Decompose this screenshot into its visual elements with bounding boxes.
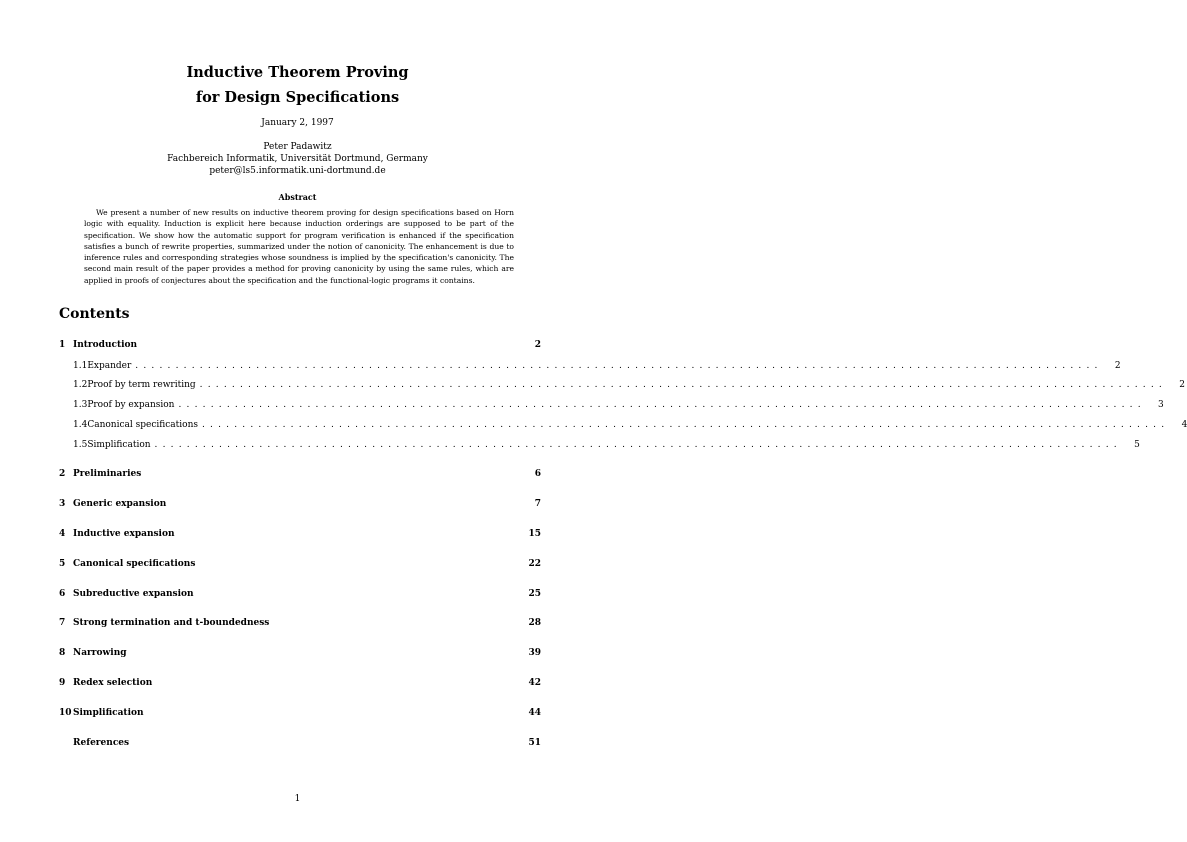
toc-entry-label: Redex selection	[73, 678, 153, 688]
toc-entry[interactable]	[59, 380, 1185, 392]
toc-entry-page: 2	[1179, 380, 1185, 390]
toc-entry[interactable]	[59, 708, 541, 720]
toc-entry-page: 3	[1158, 400, 1164, 410]
toc-entry-number: 1.4	[73, 420, 88, 430]
toc-entry-label: Simplification	[73, 708, 144, 718]
toc-leader-dots: ........................................................................................................................	[178, 400, 1146, 410]
toc-entry-number: 7	[59, 618, 66, 628]
toc-entry-page: 4	[1181, 420, 1187, 430]
paper-title-line-2: for Design Specifications	[195, 89, 400, 106]
toc-entry-number: 1	[59, 340, 66, 350]
toc-leader-dots: ........................................................................................................................	[201, 420, 1170, 430]
paper-affiliation: Fachbereich Informatik, Universität Dortmund, Germany	[167, 154, 428, 164]
toc-entry-page: 28	[528, 618, 541, 628]
abstract-heading: Abstract	[278, 192, 317, 202]
toc-leader-dots: ........................................................................................................................	[154, 440, 1122, 450]
toc-entry[interactable]	[59, 499, 541, 511]
toc-entry[interactable]	[59, 589, 541, 601]
toc-entry-label: Canonical specifications	[73, 559, 196, 569]
toc-entry-page: 39	[528, 648, 541, 658]
toc-entry-page: 22	[528, 559, 541, 569]
toc-entry[interactable]	[59, 559, 541, 571]
toc-entry-label: Canonical specifications	[87, 420, 198, 430]
toc-entry-page: 6	[534, 469, 541, 479]
toc-entry-page: 25	[528, 589, 541, 599]
toc-entry-page: 44	[528, 708, 541, 718]
toc-entry-number: 1.5	[73, 440, 88, 450]
toc-entry-page: 42	[528, 678, 541, 688]
toc-entry-page: 51	[528, 738, 541, 748]
toc-entry-label: Generic expansion	[73, 499, 167, 509]
abstract-text: We present a number of new results on inductive theorem proving for design specifications based on Horn logic with equality. Induction is explicit here because induction orderings are supposed to be part of the specification. We show how the automatic support for program verification is enhanced if the specification satisfies a bunch of rewrite properties, summarized under the notion of canonicity. The enhancement is due to inference rules and corresponding strategies whose soundness is implied by the specification's canonicity. The second main result of the paper provides a method for proving canonicity by using the same rules, which are applied in proofs of conjectures about the specification and the functional-logic programs it contains.	[84, 208, 514, 285]
toc-entry-number: 1.2	[73, 380, 88, 390]
toc-entry-label: Introduction	[73, 340, 138, 350]
toc-entry-label: Strong termination and t-boundedness	[73, 618, 270, 628]
toc-entry[interactable]	[59, 340, 541, 352]
toc-entry[interactable]	[59, 529, 541, 541]
toc-entry-number: 2	[59, 469, 66, 479]
toc-entry-label: Preliminaries	[73, 469, 142, 479]
toc-entry[interactable]	[59, 738, 541, 750]
toc-entry-label: Expander	[87, 361, 132, 371]
toc-entry-number: 4	[59, 529, 66, 539]
toc-entry[interactable]	[59, 420, 1187, 432]
paper-date: January 2, 1997	[261, 118, 334, 128]
toc-entry-label: Inductive expansion	[73, 529, 175, 539]
toc-entry[interactable]	[59, 618, 541, 630]
toc-entry-number: 10	[59, 708, 72, 718]
toc-entry-page: 2	[534, 340, 541, 350]
toc-entry[interactable]	[59, 361, 1121, 373]
contents-heading: Contents	[59, 306, 130, 322]
toc-entry-number: 1.3	[73, 400, 88, 410]
toc-entry-label: Proof by expansion	[87, 400, 175, 410]
toc-entry-number: 3	[59, 499, 66, 509]
toc-entry-number: 6	[59, 589, 66, 599]
toc-entry-page: 2	[1114, 361, 1121, 371]
toc-entry-number: 1.1	[73, 361, 88, 371]
toc-entry-number: 8	[59, 648, 66, 658]
paper-email[interactable]: peter@ls5.informatik.uni-dortmund.de	[209, 166, 386, 176]
toc-entry-label: References	[73, 738, 130, 748]
toc-entry-label: Proof by term rewriting	[87, 380, 196, 390]
toc-entry-page: 7	[534, 499, 541, 509]
page-number: 1	[294, 794, 301, 804]
toc-entry-number: 9	[59, 678, 66, 688]
paper-title-line-1: Inductive Theorem Proving	[186, 64, 409, 81]
toc-entry[interactable]	[59, 440, 1140, 452]
toc-leader-dots: ........................................................................................................................	[135, 361, 1103, 371]
toc-leader-dots: ........................................................................................................................	[199, 380, 1167, 390]
toc-entry-page: 5	[1134, 440, 1140, 450]
toc-entry[interactable]	[59, 678, 541, 690]
paper-author: Peter Padawitz	[263, 142, 332, 152]
toc-entry-label: Subreductive expansion	[73, 589, 194, 599]
toc-entry-page: 15	[528, 529, 541, 539]
toc-entry[interactable]	[59, 400, 1164, 412]
toc-entry[interactable]	[59, 469, 541, 481]
toc-entry-number: 5	[59, 559, 66, 569]
toc-entry-label: Narrowing	[73, 648, 127, 658]
toc-entry[interactable]	[59, 648, 541, 660]
toc-entry-label: Simplification	[87, 440, 151, 450]
